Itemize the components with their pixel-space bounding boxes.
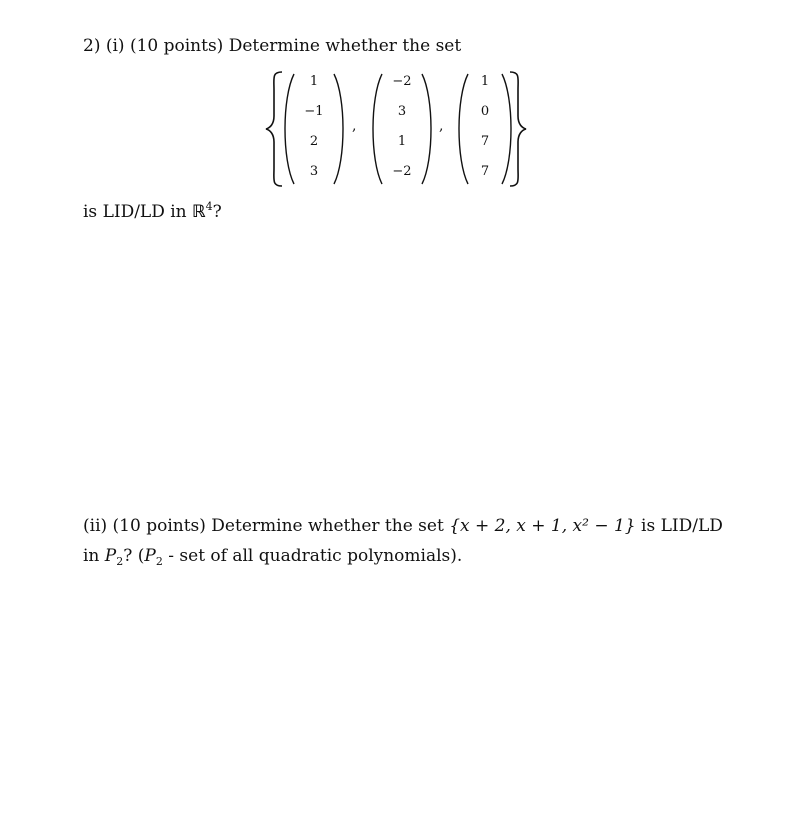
vector-3-entry-4: 7 [480, 164, 490, 179]
vector-1-right-paren [334, 74, 343, 184]
question-1-tail-suffix: ? [212, 202, 222, 222]
polynomial-set-expression: {x + 2, x + 1, x² − 1} [449, 516, 636, 536]
vector-2-right-paren [422, 74, 431, 184]
vector-3-entry-3: 7 [480, 134, 490, 149]
question-2-line2-middle: ? ( [123, 546, 145, 566]
right-brace [510, 72, 526, 186]
question-1-tail [83, 202, 222, 222]
vector-separator-2: , [439, 118, 444, 134]
vector-separator-1: , [352, 118, 357, 134]
definition-text: - set of all quadratic polynomials). [162, 546, 463, 566]
vector-1-entry-4: 3 [309, 164, 319, 179]
real-space-exponent: 4 [205, 200, 213, 213]
question-2-prompt-end: is LID/LD [635, 516, 723, 536]
vector-1-left-paren [285, 74, 294, 184]
question-1-tail-prefix: is LID/LD in [83, 202, 193, 222]
question-1-prompt-text: 2) (i) (10 points) Determine whether the set [83, 36, 462, 56]
question-2-prompt-start: (ii) (10 points) Determine whether the set [83, 516, 450, 536]
real-space-symbol: ℝ [192, 202, 206, 222]
vector-2-entry-4: −2 [392, 164, 412, 179]
left-brace [266, 72, 282, 186]
vector-2-entry-1: −2 [392, 74, 412, 89]
vector-2-entry-3: 1 [397, 134, 407, 149]
vector-1-entry-2: −1 [304, 104, 324, 119]
vector-1-entry-3: 2 [309, 134, 319, 149]
vector-2-left-paren [373, 74, 382, 184]
vector-3-entry-2: 0 [480, 104, 490, 119]
polynomial-space-letter: P [104, 546, 117, 566]
question-2-prompt [83, 516, 723, 536]
vector-2-entry-2: 3 [397, 104, 407, 119]
question-1-prompt [83, 36, 461, 56]
vector-3-entry-1: 1 [480, 74, 490, 89]
question-2-prompt-continued [83, 546, 462, 566]
definition-space-letter: P [144, 546, 156, 566]
vector-1-entry-1: 1 [309, 74, 319, 89]
vector-set [262, 68, 532, 190]
polynomial-space-subscript: 2 [116, 555, 124, 568]
definition-space-subscript: 2 [155, 555, 163, 568]
question-2-line2-prefix: in [83, 546, 105, 566]
